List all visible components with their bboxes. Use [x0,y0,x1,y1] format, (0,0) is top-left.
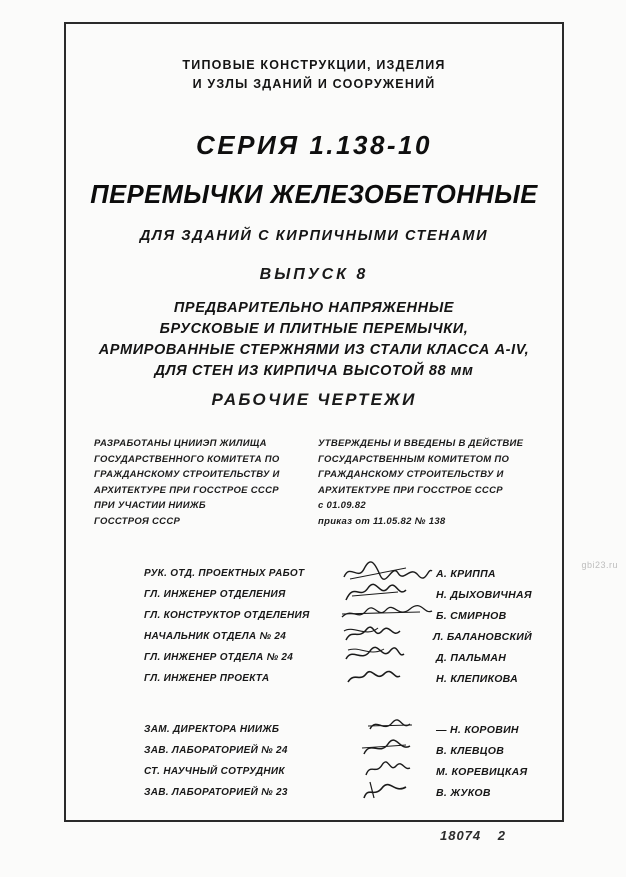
credits-right-line-1: УТВЕРЖДЕНЫ И ВВЕДЕНЫ В ДЕЙСТВИЕ [318,438,524,449]
credits-block [86,436,542,529]
signature-name-text: Н. КОРОВИН [450,723,519,736]
signature-table-institute [86,563,542,689]
header-line-2: И УЗЛЫ ЗДАНИЙ И СООРУЖЕНИЙ [192,77,436,91]
signature-name: Д. ПАЛЬМАН [436,651,507,664]
signature-role: ЗАМ. ДИРЕКТОРА НИИЖБ [144,724,280,735]
signature-row [144,563,532,584]
signature-dash: — [436,723,451,736]
credits-right-line-4: АРХИТЕКТУРЕ ПРИ ГОССТРОЕ СССР [318,484,503,496]
signature-role: ГЛ. КОНСТРУКТОР ОТДЕЛЕНИЯ [144,610,310,621]
signature-role: РУК. ОТД. ПРОЕКТНЫХ РАБОТ [144,568,305,579]
signature-name [436,724,519,736]
handwritten-signature-icon [340,783,436,803]
signature-row [144,782,532,803]
signature-row [144,584,532,605]
footer-page-number: 2 [497,828,507,843]
signature-row [144,668,532,689]
credits-left-line-1: РАЗРАБОТАНЫ ЦНИИЭП ЖИЛИЩА [94,438,267,449]
signature-row [144,719,532,740]
signature-role: ЗАВ. ЛАБОРАТОРИЕЙ № 23 [144,787,288,798]
header-line-1: ТИПОВЫЕ КОНСТРУКЦИИ, ИЗДЕЛИЯ [182,58,446,72]
signature-role: ГЛ. ИНЖЕНЕР ПРОЕКТА [144,673,270,684]
signature-name: Л. БАЛАНОВСКИЙ [432,630,532,643]
description-line-2: БРУСКОВЫЕ И ПЛИТНЫЕ ПЕРЕМЫЧКИ, [159,321,469,337]
credits-right-line-5: с 01.09.82 [318,500,366,511]
signature-name: Б. СМИРНОВ [436,609,507,622]
document-description [86,298,542,382]
description-line-4: ДЛЯ СТЕН ИЗ КИРПИЧА ВЫСОТОЙ 88 мм [154,363,474,379]
signature-role: ГЛ. ИНЖЕНЕР ОТДЕЛЕНИЯ [144,589,286,600]
footer-document-number [440,828,506,843]
signature-role: ЗАВ. ЛАБОРАТОРИЕЙ № 24 [144,745,288,756]
credits-right-line-3: ГРАЖДАНСКОМУ СТРОИТЕЛЬСТВУ И [318,469,504,480]
signature-row [144,626,532,647]
credits-left-line-3: ГРАЖДАНСКОМУ СТРОИТЕЛЬСТВУ И [94,469,280,480]
document-header [86,56,542,94]
working-drawings-label: РАБОЧИЕ ЧЕРТЕЖИ [211,390,417,409]
footer-number-value: 18074 [440,828,482,843]
credits-developed-by [94,436,314,529]
signature-name: М. КОРЕВИЦКАЯ [436,765,528,778]
signature-row [144,647,532,668]
page-content [64,22,564,822]
page-title: ПЕРЕМЫЧКИ ЖЕЛЕЗОБЕТОННЫЕ [90,181,538,209]
watermark: gbi23.ru [581,560,618,570]
credits-right-line-2: ГОСУДАРСТВЕННЫМ КОМИТЕТОМ ПО [318,453,510,465]
signature-name: А. КРИППА [436,567,496,580]
signature-role: СТ. НАУЧНЫЙ СОТРУДНИК [144,766,285,777]
credits-left-line-6: ГОССТРОЯ СССР [94,515,181,527]
signature-name: Н. ДЫХОВИЧНАЯ [436,588,532,601]
issue-number: ВЫПУСК 8 [259,266,369,283]
document-subtitle: ДЛЯ ЗДАНИЙ С КИРПИЧНЫМИ СТЕНАМИ [139,228,489,244]
series-number: СЕРИЯ 1.138-10 [196,130,432,160]
signature-role: НАЧАЛЬНИК ОТДЕЛА № 24 [144,631,287,642]
signature-name: В. ЖУКОВ [436,786,491,799]
credits-left-line-4: АРХИТЕКТУРЕ ПРИ ГОССТРОЕ СССР [94,484,279,496]
credits-approved-by [314,436,534,529]
signature-name: Н. КЛЕПИКОВА [436,672,519,685]
signature-row [144,761,532,782]
signature-role: ГЛ. ИНЖЕНЕР ОТДЕЛА № 24 [144,652,294,663]
credits-left-line-5: ПРИ УЧАСТИИ НИИЖБ [94,500,206,511]
credits-right-line-6: приказ от 11.05.82 № 138 [318,515,446,527]
signature-table-niizhb [86,719,542,803]
signature-name: В. КЛЕВЦОВ [436,744,505,757]
handwritten-signature-icon [340,669,436,689]
signature-row [144,740,532,761]
description-line-1: ПРЕДВАРИТЕЛЬНО НАПРЯЖЕННЫЕ [173,300,455,316]
description-line-3: АРМИРОВАННЫЕ СТЕРЖНЯМИ ИЗ СТАЛИ КЛАССА А-IV, [98,342,530,358]
credits-left-line-2: ГОСУДАРСТВЕННОГО КОМИТЕТА ПО [94,453,280,465]
